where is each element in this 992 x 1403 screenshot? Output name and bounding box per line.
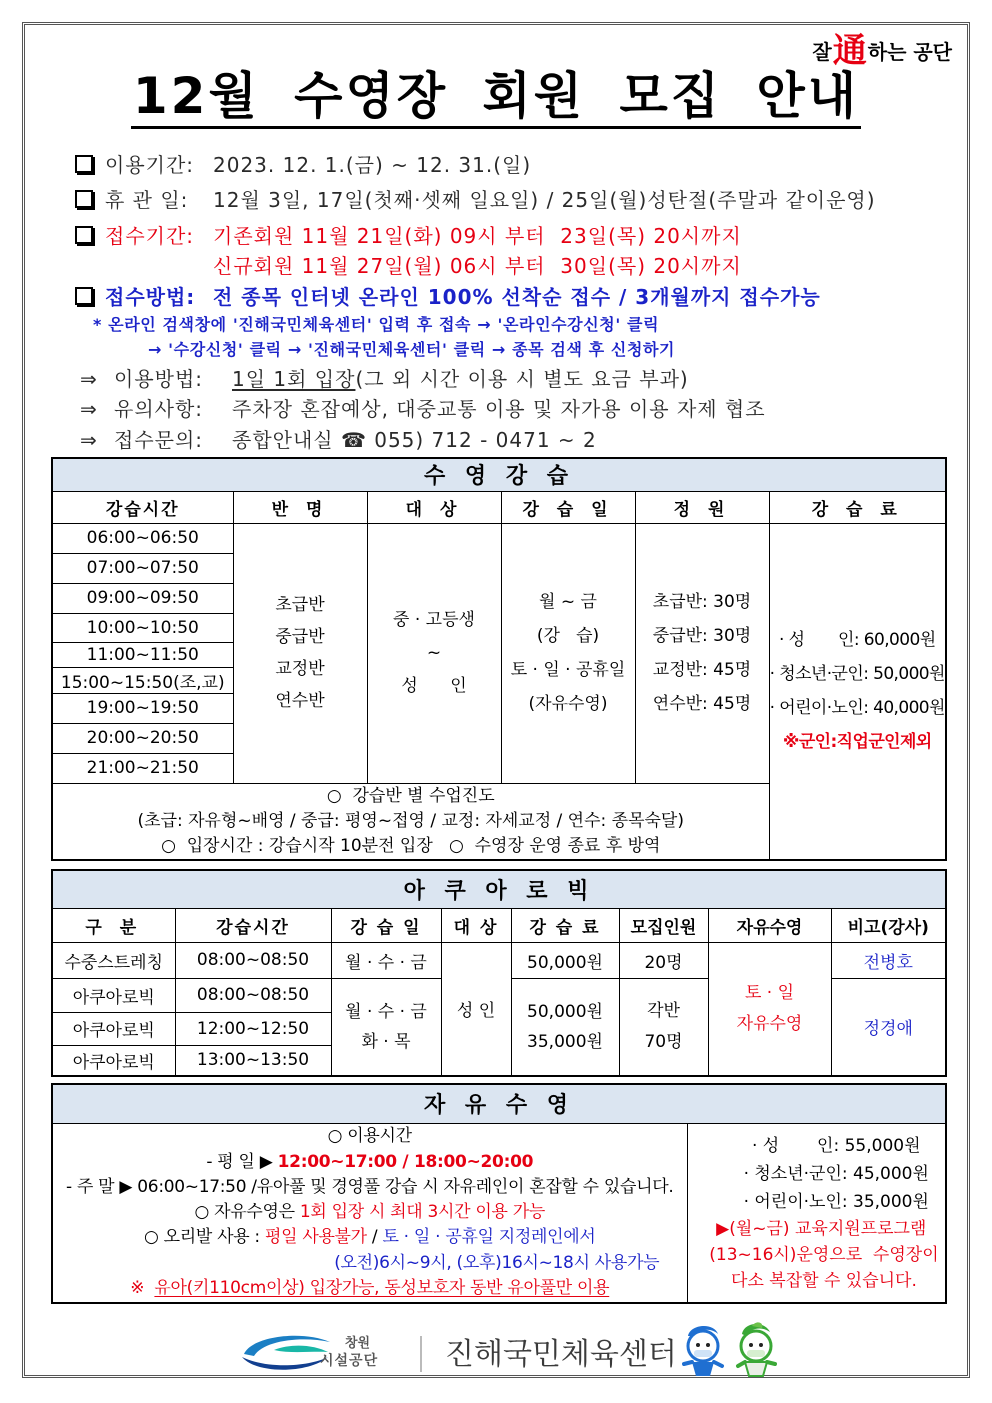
days-line: (강 습) xyxy=(536,626,600,646)
footer-divider xyxy=(420,1336,422,1372)
capacity-line: 초급반: 30명 xyxy=(652,592,752,612)
program-free-swim-cell xyxy=(708,942,831,1076)
program-days-cell xyxy=(331,978,441,1076)
arrow-icon: ⇒ xyxy=(80,428,98,452)
note-line: ○ 강습반 별 수업진도 xyxy=(326,785,495,806)
column-header-instructor: 비고(강사) xyxy=(831,908,946,942)
program-fee-cell xyxy=(511,978,619,1076)
info-label: 휴 관 일: xyxy=(105,188,189,212)
info-label: 이용방법: xyxy=(114,367,204,391)
fee-line: · 어린이·노인: 40,000원 xyxy=(769,698,945,719)
method-note-2: → '수강신청' 클릭 → '진해국민체육센터' 클릭 → 종목 검색 후 신청하기 xyxy=(148,340,676,359)
class-level: 중급반 xyxy=(275,627,325,647)
lesson-days-cell xyxy=(501,523,635,783)
program-instructor: 전병호 xyxy=(831,942,946,978)
hours-title: ○ 이용시간 xyxy=(327,1126,412,1147)
weekend-value: 06:00~17:50 /유아풀 및 경영풀 강습 시 자유레인이 혼잡할 수 있습니다. xyxy=(137,1176,674,1197)
free-swim-line: 자유수영 xyxy=(736,1013,803,1034)
column-header-target: 대 상 xyxy=(367,491,501,523)
fee-line: · 성 인: 55,000원 xyxy=(751,1135,921,1156)
info-inquiry xyxy=(80,426,597,454)
program-name: 아쿠아로빅 xyxy=(52,978,175,1012)
days-line: 화 · 목 xyxy=(361,1031,411,1052)
class-levels-cell xyxy=(233,523,367,783)
info-value: 종합안내실 ☎ 055) 712 - 0471 ~ 2 xyxy=(232,428,597,452)
capacity-cell xyxy=(635,523,769,783)
aquarobics-table xyxy=(51,869,947,1077)
shadowed-square-icon xyxy=(75,190,93,208)
program-fee: 50,000원 xyxy=(511,942,619,978)
arrow-icon: ⇒ xyxy=(80,397,98,421)
shadowed-square-icon xyxy=(75,287,93,305)
page-title xyxy=(0,66,992,129)
column-header-fee: 강 습 료 xyxy=(511,908,619,942)
column-header-target: 대 상 xyxy=(441,908,511,942)
count-line: 70명 xyxy=(644,1031,683,1052)
fins-separator: / xyxy=(366,1227,383,1248)
slogan-pre: 잘 xyxy=(812,40,832,64)
info-caution xyxy=(80,395,766,423)
arrow-icon: ⇒ xyxy=(80,367,98,391)
time-slot: 15:00~15:50(조,교) xyxy=(52,667,233,693)
notice-line: (13~16시)운영으로 수영장이 xyxy=(703,1244,939,1265)
class-level: 교정반 xyxy=(275,659,325,679)
days-line: 월 ~ 금 xyxy=(539,592,597,612)
program-time: 12:00~12:50 xyxy=(175,1012,331,1045)
fins-allowed: 토 · 일 · 공휴일 지정레인에서 xyxy=(382,1227,596,1248)
lesson-notes xyxy=(52,783,769,860)
fee-line: · 성 인: 60,000원 xyxy=(779,630,936,651)
program-name: 수중스트레칭 xyxy=(52,942,175,978)
info-label: 접수기간: xyxy=(105,224,195,248)
info-label: 유의사항: xyxy=(114,397,204,421)
registration-new: 신규회원 11월 27일(월) 06시 부터 30일(목) 20시까지 xyxy=(213,254,742,278)
program-time: 13:00~13:50 xyxy=(175,1045,331,1076)
column-header-days: 강 습 일 xyxy=(501,491,635,523)
mascot-icon xyxy=(680,1322,780,1378)
time-slot: 06:00~06:50 xyxy=(52,523,233,553)
fins-rule xyxy=(53,1225,687,1250)
info-usage xyxy=(80,365,689,393)
time-slot: 09:00~09:50 xyxy=(52,583,233,613)
info-method xyxy=(75,283,821,311)
capacity-line: 교정반: 45명 xyxy=(652,660,752,680)
fins-restricted: 평일 사용불가 xyxy=(264,1227,367,1248)
time-slot: 07:00~07:50 xyxy=(52,553,233,583)
time-slot: 20:00~20:50 xyxy=(52,723,233,753)
shadowed-square-icon xyxy=(75,226,93,244)
info-period xyxy=(75,151,531,179)
days-line: 월 · 수 · 금 xyxy=(345,1001,427,1022)
registration-existing: 기존회원 11월 21일(화) 09시 부터 23일(목) 20시까지 xyxy=(213,224,742,248)
note-line: (초급: 자유형~배영 / 중급: 평영~접영 / 교정: 자세교정 / 연수: 종목숙달) xyxy=(137,810,684,831)
info-label: 이용기간: xyxy=(105,153,195,177)
fins-allowed-times: (오전)6시~9시, (오후)16시~18시 사용가능 xyxy=(334,1252,660,1273)
free-swim-heading: 자 유 수 영 xyxy=(52,1084,946,1123)
column-header-class: 반 명 xyxy=(233,491,367,523)
program-days: 월 · 수 · 금 xyxy=(331,942,441,978)
capacity-line: 중급반: 30명 xyxy=(652,626,752,646)
info-value: (그 외 시간 이용 시 별도 요금 부과) xyxy=(355,367,689,391)
info-value: 12월 3일, 17일(첫째·셋째 일요일) / 25일(월)성탄절(주말과 같이운영) xyxy=(213,188,876,212)
page-title-text: 12월 수영장 회원 모집 안내 xyxy=(131,66,861,129)
info-registration xyxy=(75,222,742,250)
column-header-free-swim: 자유수영 xyxy=(708,908,831,942)
notice-line: ▶(월~금) 교육지원프로그램 xyxy=(716,1218,927,1239)
note-line: ○ 입장시간 : 강습시작 10분전 입장 ○ 수영장 운영 종료 후 방역 xyxy=(161,835,661,856)
program-count-cell xyxy=(619,978,708,1076)
org-logo-line-2: 시설공단 xyxy=(320,1352,379,1368)
time-slot: 21:00~21:50 xyxy=(52,753,233,783)
aquarobics-heading: 아 쿠 아 로 빅 xyxy=(52,870,946,908)
swim-lessons-table xyxy=(51,457,947,861)
limit-highlight: 1회 입장 시 최대 3시간 이용 가능 xyxy=(299,1202,545,1223)
days-line: 토 · 일 · 공휴일 xyxy=(510,660,626,680)
time-slot: 19:00~19:50 xyxy=(52,693,233,723)
fee-line: · 어린이·노인: 35,000원 xyxy=(743,1191,929,1212)
class-level: 초급반 xyxy=(275,595,325,615)
target-cell xyxy=(367,523,501,783)
capacity-line: 연수반: 45명 xyxy=(652,694,752,714)
center-name: 진해국민체육센터 xyxy=(445,1337,677,1372)
program-name: 아쿠아로빅 xyxy=(52,1012,175,1045)
limit-prefix: ○ 자유수영은 xyxy=(194,1202,300,1223)
time-slot: 10:00~10:50 xyxy=(52,613,233,642)
infant-mark: ※ xyxy=(130,1277,155,1298)
info-value: 주차장 혼잡예상, 대중교통 이용 및 자가용 이용 자제 협조 xyxy=(232,397,766,421)
free-swim-line: 토 · 일 xyxy=(744,982,795,1003)
info-closed xyxy=(75,186,876,214)
program-time: 08:00~08:50 xyxy=(175,942,331,978)
column-header-time: 강습시간 xyxy=(175,908,331,942)
target-line: 중 · 고등생 xyxy=(393,609,475,630)
column-header-count: 모집인원 xyxy=(619,908,708,942)
days-line: (자유수영) xyxy=(528,694,608,714)
fee-line: · 청소년·군인: 50,000원 xyxy=(769,664,945,685)
target-line: ~ xyxy=(426,642,442,663)
column-header-days: 강 습 일 xyxy=(331,908,441,942)
info-value: 2023. 12. 1.(금) ~ 12. 31.(일) xyxy=(213,153,532,177)
free-swim-table xyxy=(51,1083,947,1304)
weekend-hours xyxy=(53,1175,687,1200)
info-label: 접수문의: xyxy=(114,428,204,452)
info-value: 전 종목 인터넷 온라인 100% 선착순 접수 / 3개월까지 접수가능 xyxy=(213,285,821,309)
weekday-value: 12:00~17:00 / 18:00~20:00 xyxy=(277,1151,534,1172)
program-time: 08:00~08:50 xyxy=(175,978,331,1012)
column-header-category: 구 분 xyxy=(52,908,175,942)
program-instructor: 정경애 xyxy=(831,978,946,1076)
target-line: 성 인 xyxy=(401,675,467,696)
fee-line: 50,000원 xyxy=(527,1001,603,1022)
fee-line: 35,000원 xyxy=(527,1031,603,1052)
slogan-post: 하는 공단 xyxy=(867,40,952,64)
fee-line: · 청소년·군인: 45,000원 xyxy=(743,1163,929,1184)
shadowed-square-icon xyxy=(75,155,93,173)
usage-highlight: 1일 1회 입장 xyxy=(232,367,356,391)
notice-line: 다소 복잡할 수 있습니다. xyxy=(725,1270,917,1291)
infant-rule xyxy=(53,1276,687,1301)
time-limit xyxy=(53,1200,687,1225)
weekend-label: - 주 말 ▶ xyxy=(66,1176,138,1197)
free-swim-details xyxy=(52,1123,687,1303)
lesson-fees-cell xyxy=(769,523,946,860)
infant-text: 유아(키110cm이상) 입장가능, 동성보호자 동반 유아풀만 이용 xyxy=(154,1277,610,1298)
column-header-time: 강습시간 xyxy=(52,491,233,523)
fins-prefix: ○ 오리발 사용 : xyxy=(143,1227,265,1248)
weekday-hours xyxy=(53,1150,687,1175)
method-note-1: * 온라인 검색창에 '진해국민체육센터' 입력 후 접속 → '온라인수강신청' 클릭 xyxy=(93,315,660,334)
fee-note: ※군인:직업군인제외 xyxy=(782,732,932,753)
program-target: 성 인 xyxy=(441,942,511,1076)
time-slot: 11:00~11:50 xyxy=(52,642,233,667)
program-name: 아쿠아로빅 xyxy=(52,1045,175,1076)
info-label: 접수방법: xyxy=(105,285,196,309)
class-level: 연수반 xyxy=(275,691,325,711)
swim-lessons-heading: 수 영 강 습 xyxy=(52,458,946,491)
free-swim-fees xyxy=(687,1123,946,1303)
slogan-highlight: 通 xyxy=(832,31,867,71)
org-logo-line-1: 창원 xyxy=(345,1335,371,1350)
count-line: 각반 xyxy=(647,1000,680,1021)
column-header-fee: 강 습 료 xyxy=(769,491,946,523)
weekday-label: - 평 일 ▶ xyxy=(206,1151,278,1172)
program-count: 20명 xyxy=(619,942,708,978)
column-header-capacity: 정 원 xyxy=(635,491,769,523)
